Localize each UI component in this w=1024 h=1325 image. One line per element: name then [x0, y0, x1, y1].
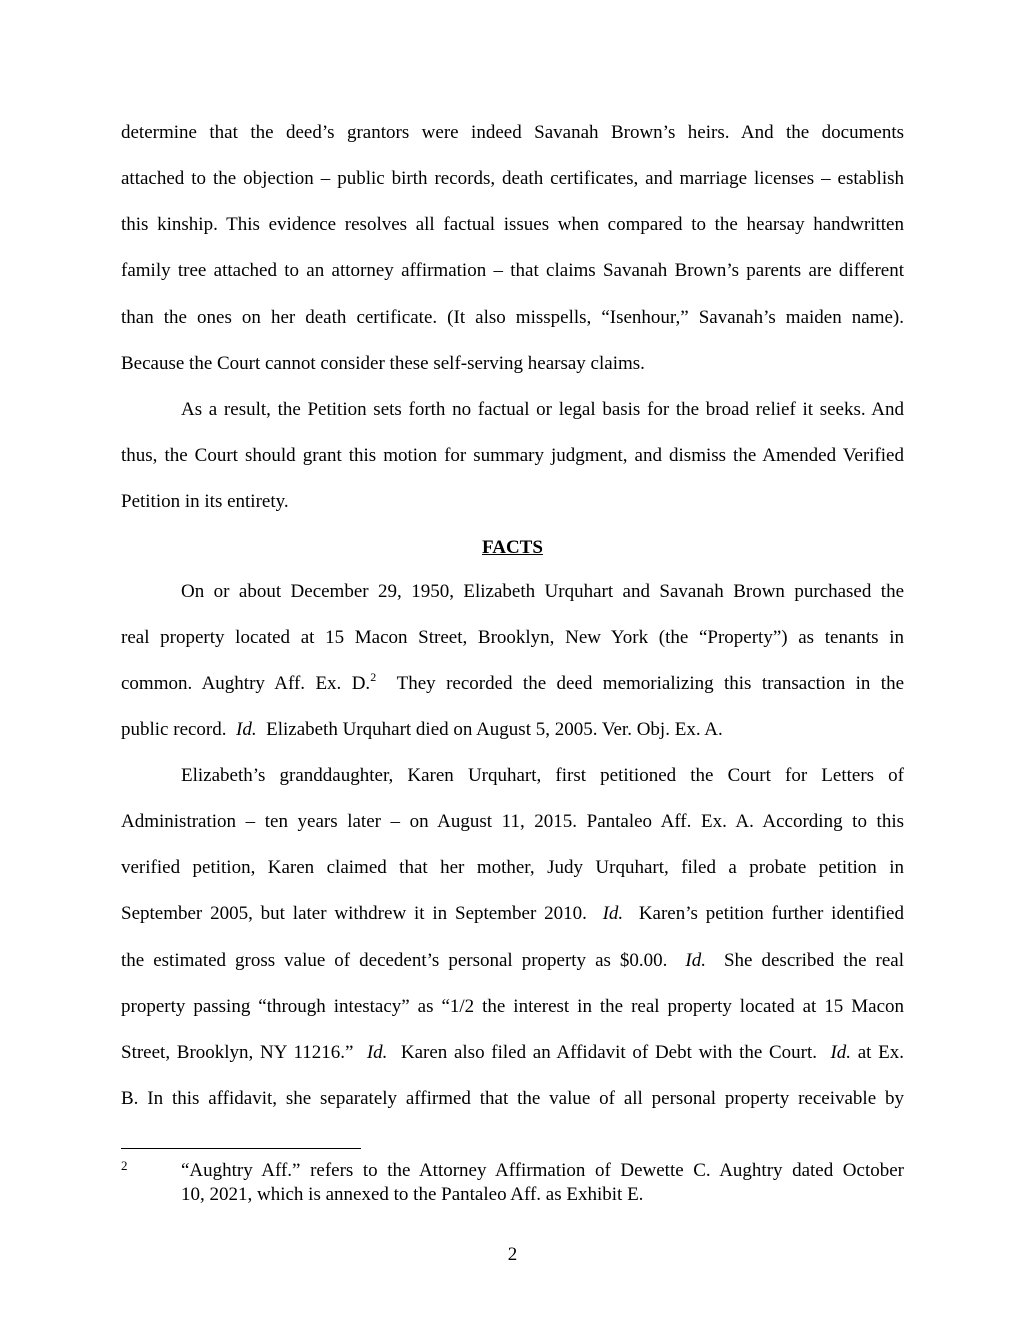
footnote-line: 10, 2021, which is annexed to the Pantaleo Aff. as Exhibit E. — [181, 1184, 644, 1205]
text-line: real property located at 15 Macon Street, Brooklyn, New York (the “Property”) as tenants in — [121, 627, 904, 648]
text-span: They recorded the deed memorializing this transaction in the — [376, 673, 904, 694]
text-line — [121, 718, 904, 742]
text-span: Street, Brooklyn, NY 11216.” — [121, 1042, 367, 1063]
text-span: Karen’s petition further identified — [623, 903, 904, 924]
text-line: On or about December 29, 1950, Elizabeth Urquhart and Savanah Brown purchased the — [181, 581, 904, 602]
citation-id: Id. — [685, 950, 706, 971]
text-line: thus, the Court should grant this motion for summary judgment, and dismiss the Amended Verified — [121, 445, 904, 466]
text-line: Administration – ten years later – on August 11, 2015. Pantaleo Aff. Ex. A. According to this — [121, 811, 904, 832]
text-line — [121, 902, 904, 926]
citation-id: Id. — [366, 1042, 388, 1063]
text-span: She described the real — [705, 950, 904, 971]
footnote-reference: 2 — [370, 670, 377, 684]
page-number: 2 — [507, 1244, 518, 1265]
text-line: Because the Court cannot consider these self-serving hearsay claims. — [121, 353, 645, 374]
text-line: property passing “through intestacy” as “1/2 the interest in the real property located at 15 Macon — [121, 996, 904, 1017]
text-line: family tree attached to an attorney affirmation – that claims Savanah Brown’s parents are different — [121, 260, 904, 281]
text-span: common. Aughtry Aff. Ex. D. — [121, 673, 371, 694]
citation-id: Id. — [602, 903, 624, 924]
text-line — [121, 1041, 904, 1065]
text-line — [121, 949, 904, 973]
text-span: September 2005, but later withdrew it in September 2010. — [121, 903, 603, 924]
text-line: verified petition, Karen claimed that her mother, Judy Urquhart, filed a probate petition in — [121, 857, 904, 878]
text-line — [121, 672, 904, 696]
footnote-line: “Aughtry Aff.” refers to the Attorney Affirmation of Dewette C. Aughtry dated October — [181, 1160, 904, 1181]
text-span: public record. — [121, 719, 237, 740]
citation-id: Id. — [236, 719, 257, 740]
text-span: Karen also filed an Affidavit of Debt with the Court. — [387, 1042, 831, 1063]
text-line: determine that the deed’s grantors were indeed Savanah Brown’s heirs. And the documents — [121, 122, 904, 143]
citation-id: Id. — [830, 1042, 852, 1063]
text-span: Elizabeth Urquhart died on August 5, 2005. Ver. Obj. Ex. A. — [256, 719, 723, 740]
text-line: attached to the objection – public birth records, death certificates, and marriage licenses – establish — [121, 168, 904, 189]
text-line: than the ones on her death certificate. (It also misspells, “Isenhour,” Savanah’s maiden name). — [121, 307, 904, 328]
footnote-separator — [121, 1148, 361, 1149]
text-line: this kinship. This evidence resolves all factual issues when compared to the hearsay handwritten — [121, 214, 904, 235]
section-heading-facts: FACTS — [482, 537, 543, 558]
text-span: at Ex. — [851, 1042, 904, 1063]
text-line: As a result, the Petition sets forth no factual or legal basis for the broad relief it seeks. And — [181, 399, 904, 420]
text-line: Elizabeth’s granddaughter, Karen Urquhart, first petitioned the Court for Letters of — [181, 765, 904, 786]
text-line: B. In this affidavit, she separately affirmed that the value of all personal property receivable by — [121, 1088, 904, 1109]
text-span: the estimated gross value of decedent’s personal property as $0.00. — [121, 950, 686, 971]
text-line: Petition in its entirety. — [121, 491, 289, 512]
footnote-number: 2 — [121, 1158, 128, 1173]
